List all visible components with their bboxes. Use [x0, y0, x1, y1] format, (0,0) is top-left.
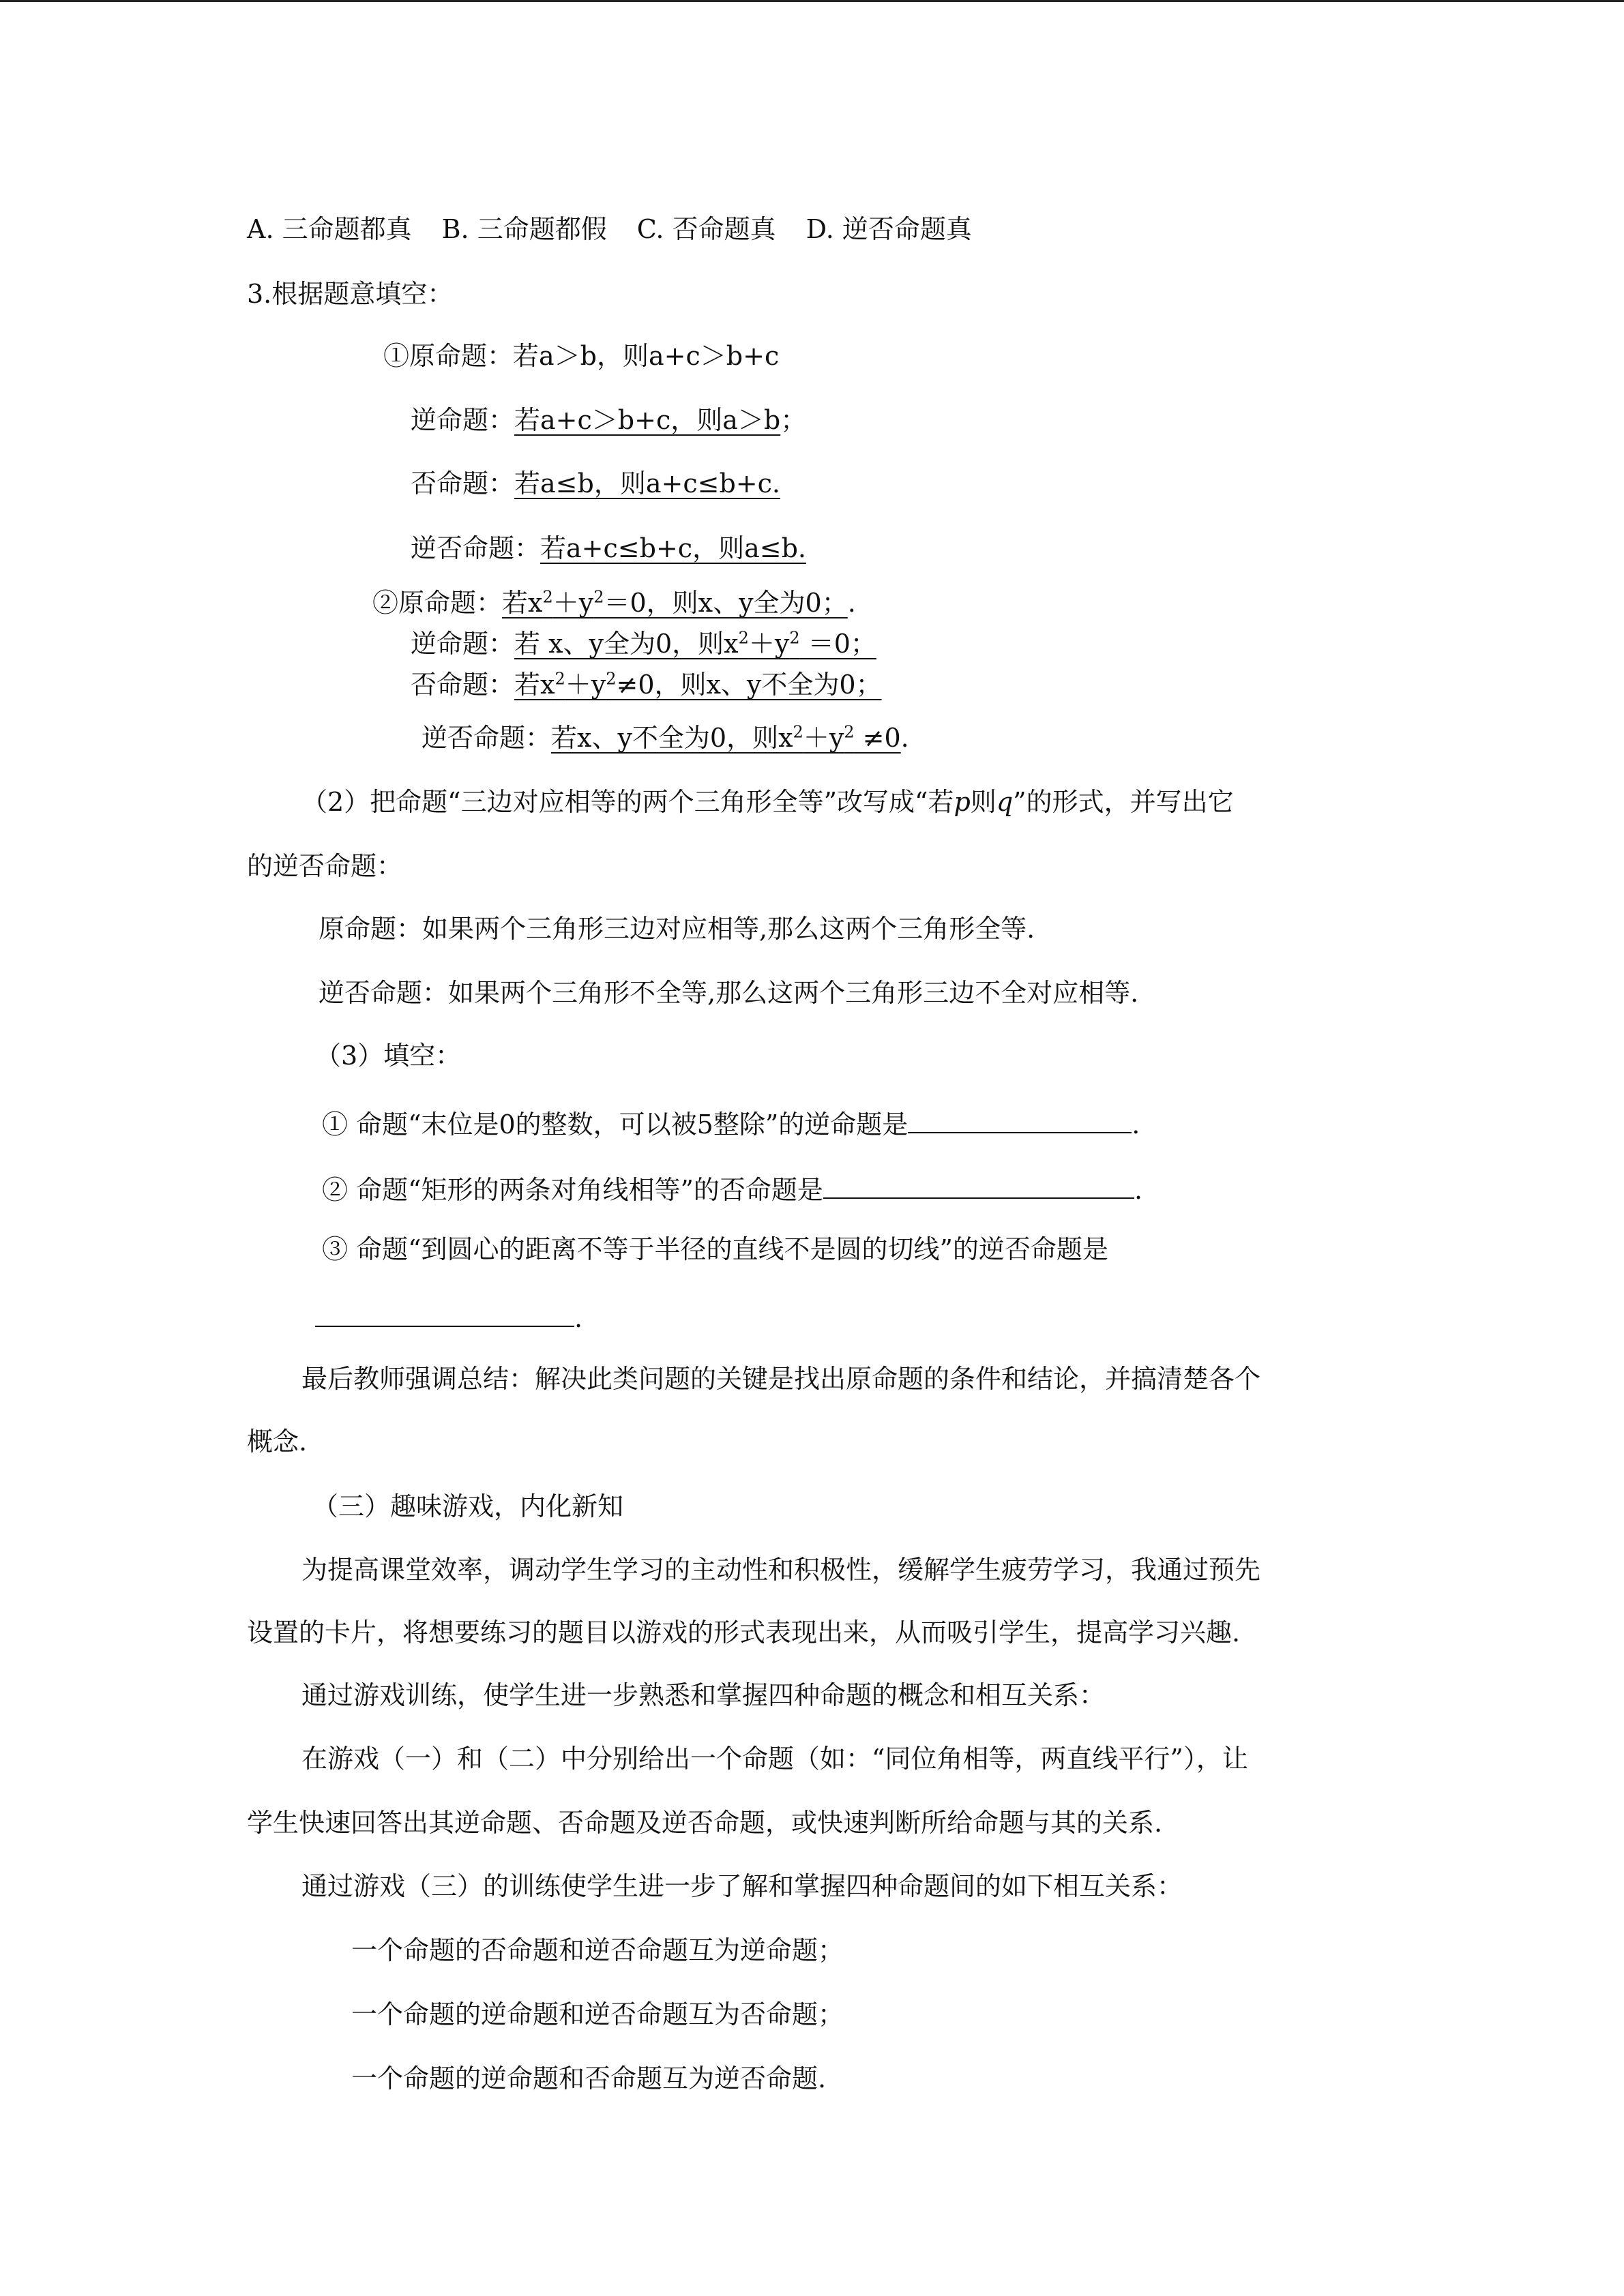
- section-3-p3-line2: 学生快速回答出其逆命题、否命题及逆否命题，或快速判断所给命题与其的关系.: [247, 1808, 1163, 1838]
- option-a: A. 三命题都真: [247, 214, 412, 244]
- p1-contrapositive: 逆否命题：若a+c≤b+c，则a≤b.: [411, 533, 806, 563]
- page-top-border: [0, 0, 1624, 2]
- p1-negation: 否命题：若a≤b，则a+c≤b+c.: [411, 468, 780, 498]
- answer-options: [247, 211, 972, 247]
- section-3-title: （三）趣味游戏，内化新知: [312, 1491, 624, 1521]
- question-3-title: 3.根据题意填空：: [247, 279, 454, 309]
- answer-blank-3[interactable]: [315, 1298, 574, 1327]
- option-b: B. 三命题都假: [441, 214, 607, 244]
- section-3-p4: 通过游戏（三）的训练使学生进一步了解和掌握四种命题间的如下相互关系：: [301, 1871, 1183, 1901]
- section-3-p1-line1: 为提高课堂效率，调动学生学习的主动性和积极性，缓解学生疲劳学习，我通过预先: [301, 1555, 1261, 1585]
- p2-original: ②原命题：若$x^2+y^2=0$，则x、y全为0；.: [372, 587, 856, 618]
- p1-inverse: 逆命题：若a+c＞b+c，则a＞b；: [411, 405, 807, 435]
- p2-negation: 否命题：若$x^2+y^2\ne 0$，则x、y不全为0；: [411, 669, 882, 700]
- part3-title: （3）填空：: [315, 1041, 462, 1071]
- part2-line1: （2）把命题“三边对应相等的两个三角形全等”改写成“若p则q”的形式，并写出它: [301, 787, 1234, 817]
- section-3-p3-line1: 在游戏（一）和（二）中分别给出一个命题（如：“同位角相等，两直线平行”），让: [301, 1744, 1248, 1774]
- p2-contrapositive: 逆否命题：若x、y不全为0，则$x^2+y^2 \ne 0$.: [422, 722, 909, 753]
- part3-item-3: ③ 命题“到圆心的距离不等于半径的直线不是圆的切线”的逆否命题是: [322, 1234, 1108, 1264]
- option-d: D. 逆否命题真: [806, 214, 972, 244]
- part3-item-1: ① 命题“末位是0的整数，可以被5整除”的逆命题是 .: [322, 1105, 1140, 1142]
- p2-inverse: 逆命题：若 x、y全为0，则$x^2+y^2 =0$；: [411, 628, 876, 659]
- part2-line2: 的逆否命题：: [247, 851, 403, 881]
- summary-line-2: 概念.: [247, 1427, 308, 1457]
- part3-item-3-answer: .: [315, 1298, 582, 1336]
- relation-1: 一个命题的否命题和逆否命题互为逆命题；: [351, 1935, 844, 1965]
- p1-original: ①原命题：若a＞b，则a+c＞b+c: [383, 341, 780, 371]
- section-3-p2: 通过游戏训练，使学生进一步熟悉和掌握四种命题的概念和相互关系：: [301, 1680, 1106, 1710]
- section-3-p1-line2: 设置的卡片，将想要练习的题目以游戏的形式表现出来，从而吸引学生，提高学习兴趣.: [247, 1617, 1241, 1648]
- part2-contrapositive: 逆否命题：如果两个三角形不全等,那么这两个三角形三边不全对应相等.: [319, 978, 1139, 1008]
- answer-blank-2[interactable]: [823, 1170, 1134, 1199]
- option-c: C. 否命题真: [636, 214, 776, 244]
- answer-blank-1[interactable]: [908, 1105, 1132, 1133]
- summary-line-1: 最后教师强调总结：解决此类问题的关键是找出原命题的条件和结论，并搞清楚各个: [301, 1364, 1261, 1394]
- part3-item-2: ② 命题“矩形的两条对角线相等”的否命题是 .: [322, 1170, 1142, 1208]
- part2-original: 原命题：如果两个三角形三边对应相等,那么这两个三角形全等.: [319, 914, 1035, 944]
- relation-3: 一个命题的逆命题和否命题互为逆否命题.: [351, 2063, 827, 2093]
- relation-2: 一个命题的逆命题和逆否命题互为否命题；: [351, 1999, 844, 2029]
